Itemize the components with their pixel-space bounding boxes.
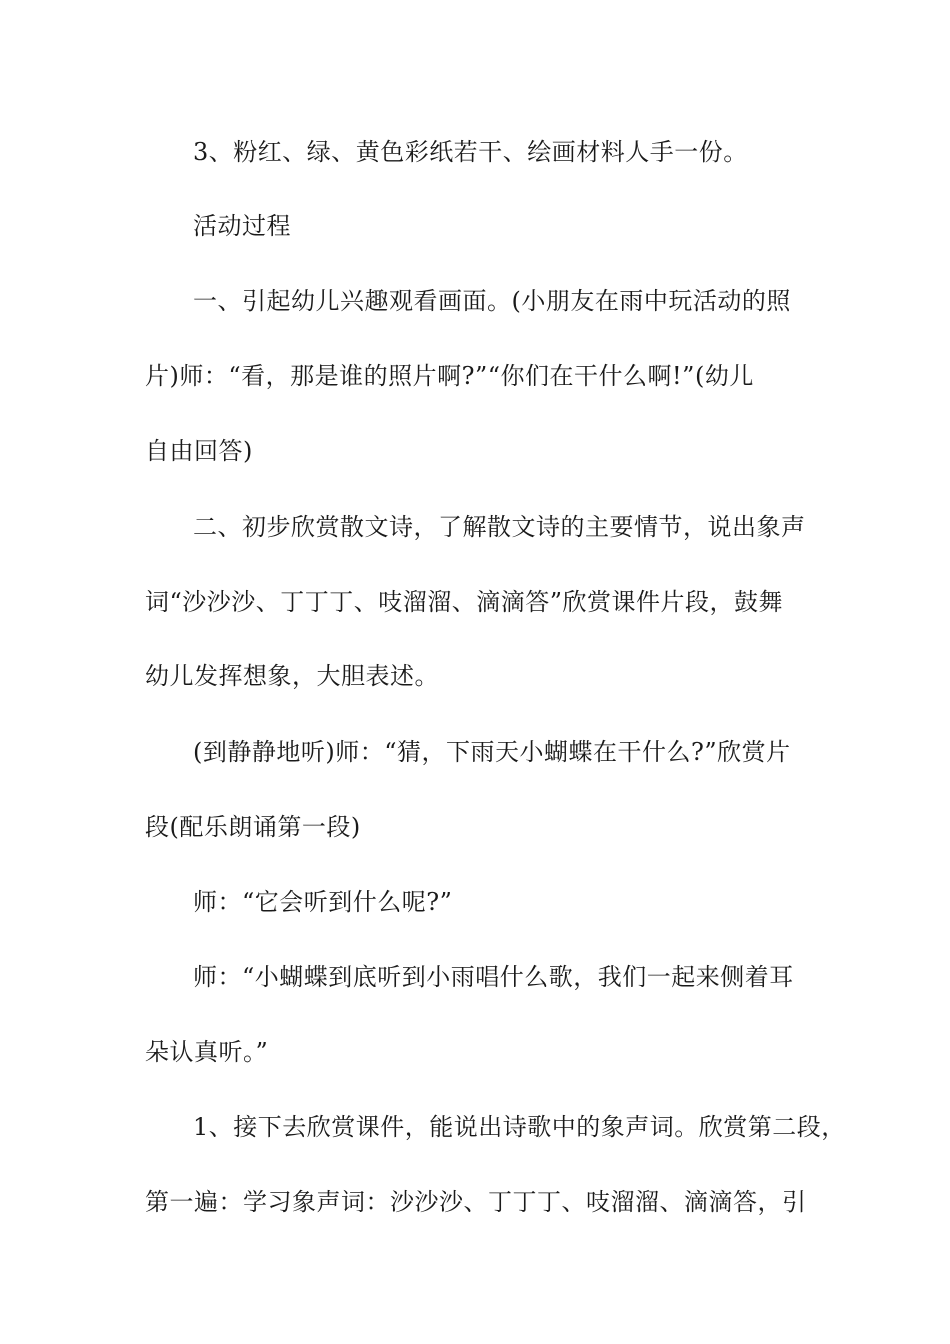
paragraph-listen-line-1: (到静静地听)师：“猜，下雨天小蝴蝶在干什么?”欣赏片 (193, 738, 791, 766)
paragraph-listen-line-2: 段(配乐朗诵第一段) (145, 813, 361, 841)
paragraph-teacher-prompt-line-1: 师：“小蝴蝶到底听到小雨唱什么歌，我们一起来侧着耳 (193, 963, 794, 991)
paragraph-step-1-line-1: 1、接下去欣赏课件，能说出诗歌中的象声词。欣赏第二段， (193, 1113, 846, 1141)
paragraph-step-two-line-1: 二、初步欣赏散文诗，了解散文诗的主要情节，说出象声 (193, 513, 806, 541)
paragraph-step-one-line-2: 片)师：“看，那是谁的照片啊?”“你们在干什么啊!”(幼儿 (145, 362, 754, 390)
paragraph-teacher-prompt-line-2: 朵认真听。” (145, 1038, 269, 1066)
paragraph-step-1-line-2: 第一遍：学习象声词：沙沙沙、丁丁丁、吱溜溜、滴滴答，引 (145, 1188, 807, 1216)
paragraph-step-one-line-1: 一、引起幼儿兴趣观看画面。(小朋友在雨中玩活动的照 (193, 287, 791, 315)
paragraph-step-one-line-3: 自由回答) (145, 437, 253, 465)
paragraph-step-two-line-2: 词“沙沙沙、丁丁丁、吱溜溜、滴滴答”欣赏课件片段，鼓舞 (145, 588, 784, 616)
paragraph-materials: 3、粉红、绿、黄色彩纸若干、绘画材料人手一份。 (193, 138, 748, 166)
paragraph-teacher-question: 师：“它会听到什么呢?” (193, 888, 453, 916)
section-heading-activity-process: 活动过程 (193, 212, 291, 240)
paragraph-step-two-line-3: 幼儿发挥想象，大胆表述。 (145, 662, 439, 690)
